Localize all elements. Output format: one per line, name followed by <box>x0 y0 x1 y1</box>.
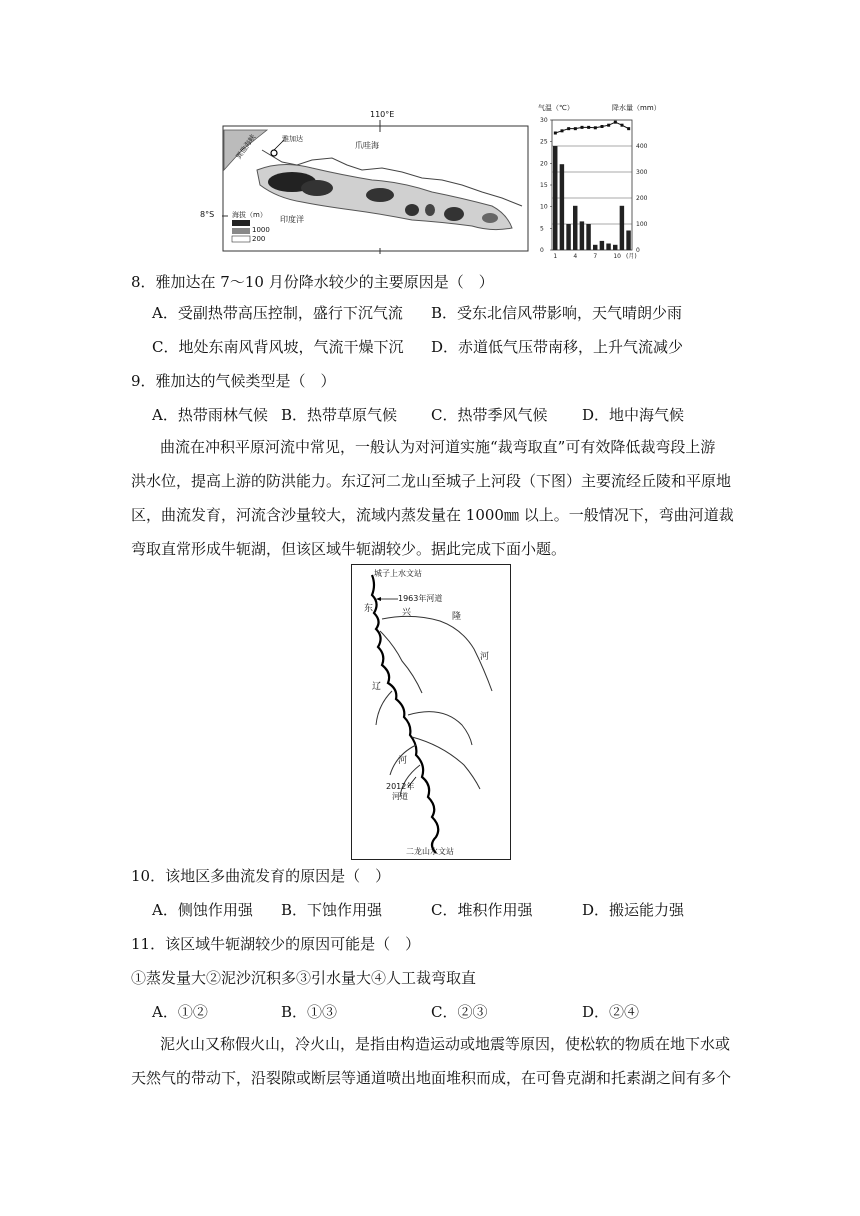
precip-bar <box>593 245 597 250</box>
temp-tick-label: 5 <box>540 225 544 233</box>
legend-swatch-low <box>232 236 250 242</box>
passage2-line-4: 弯取直常形成牛轭湖，但该区域牛轭湖较少。据此完成下面小题。 <box>131 540 567 558</box>
temp-point <box>554 132 557 135</box>
q10-option-a: A．侧蚀作用强 <box>152 901 253 919</box>
q11-options-line: ①蒸发量大②泥沙沉积多③引水量大④人工裁弯取直 <box>131 969 477 987</box>
top-station-label: 城子上水文站 <box>374 569 422 578</box>
q10-option-d: D．搬运能力强 <box>582 901 685 919</box>
precip-tick-label: 200 <box>636 195 648 202</box>
precip-bar <box>626 231 630 251</box>
temp-point <box>601 125 604 128</box>
precip-tick-label: 300 <box>636 169 648 176</box>
precip-axis-title: 降水量（mm） <box>612 104 661 112</box>
q9-option-b: B．热带草原气候 <box>281 406 398 424</box>
sea-label: 爪哇海 <box>355 141 379 150</box>
temp-tick-label: 20 <box>540 160 548 168</box>
passage3-line-1: 泥火山又称假火山，冷火山，是指由构造运动或地震等原因，使松软的物质在地下水或 <box>160 1035 731 1053</box>
q9-option-c: C．热带季风气候 <box>431 406 548 424</box>
month-tick-label: 10 <box>613 253 621 260</box>
tributary-char-long: 隆 <box>452 612 462 622</box>
year1963-label: 1963年河道 <box>398 594 443 603</box>
temp-tick-label: 0 <box>540 247 544 254</box>
month-tick-label: 7 <box>593 253 598 260</box>
ocean-label: 印度洋 <box>280 215 304 224</box>
temp-point <box>561 129 564 132</box>
month-unit-label: (月) <box>626 253 637 260</box>
lat-label: 8°S <box>200 210 215 219</box>
legend-swatch-mid <box>232 228 250 234</box>
q8-stem: 8．雅加达在 7～10 月份降水较少的主要原因是（ ） <box>131 273 494 291</box>
temp-line <box>555 122 628 133</box>
temp-axis-title: 气温（℃） <box>538 104 574 112</box>
temp-point <box>581 126 584 129</box>
q8-option-b: B．受东北信风带影响，天气晴朗少雨 <box>431 304 683 322</box>
precip-bar <box>553 146 557 250</box>
q8-option-a: A．受副热带高压控制，盛行下沉气流 <box>152 304 403 322</box>
legend-200: 200 <box>252 235 266 243</box>
city-label: 雅加达 <box>282 135 303 143</box>
temp-tick-label: 30 <box>540 117 548 124</box>
month-tick-label: 1 <box>553 253 558 260</box>
temp-tick-label: 15 <box>540 182 548 189</box>
legend-swatch-high <box>232 220 250 226</box>
passage3-line-2: 天然气的带动下，沿裂隙或断层等通道喷出地面堆积而成，在可鲁克湖和托素湖之间有多个 <box>131 1069 732 1087</box>
java-map <box>200 110 532 254</box>
q11-option-c: C．②③ <box>431 1003 488 1021</box>
temp-point <box>621 124 624 127</box>
river-char-dong: 东 <box>364 604 374 614</box>
temp-point <box>587 126 590 129</box>
temp-point <box>607 124 610 127</box>
precip-bar <box>606 244 610 251</box>
q10-option-c: C．堆积作用强 <box>431 901 533 919</box>
river-char-he: 河 <box>398 756 408 766</box>
tributary-char-xing: 兴 <box>402 608 412 618</box>
year2012-label-b: 河道 <box>392 792 408 801</box>
precip-bar <box>613 245 617 250</box>
passage2-line-1: 曲流在冲积平原河流中常见，一般认为对河道实施“裁弯取直”可有效降低裁弯段上游 <box>160 438 716 456</box>
q11-option-d: D．②④ <box>582 1003 640 1021</box>
q10-stem: 10．该地区多曲流发育的原因是（ ） <box>131 867 391 885</box>
temp-point <box>574 127 577 130</box>
q11-stem: 11．该区域牛轭湖较少的原因可能是（ ） <box>131 935 421 953</box>
temp-point <box>594 126 597 129</box>
passage2-line-3: 区，曲流发育，河流含沙量较大，流域内蒸发量在 1000㎜ 以上。一般情况下，弯曲河道裁 <box>131 506 734 524</box>
precip-bar <box>573 206 577 250</box>
climate-chart <box>532 100 662 265</box>
q8-option-c: C．地处东南风背风坡，气流干燥下沉 <box>152 338 404 356</box>
passage2-line-2: 洪水位，提高上游的防洪能力。东辽河二龙山至城子上河段（下图）主要流经丘陵和平原地 <box>131 472 732 490</box>
precip-bar <box>566 224 570 250</box>
strait-label: 巽他海峡 <box>234 133 258 161</box>
tributary-char-he: 河 <box>480 652 490 662</box>
month-tick-label: 4 <box>573 253 578 260</box>
q9-option-a: A．热带雨林气候 <box>152 406 268 424</box>
precip-bar <box>620 206 624 250</box>
temp-tick-label: 10 <box>540 203 548 211</box>
q8-option-d: D．赤道低气压带南移，上升气流减少 <box>431 338 684 356</box>
precip-tick-label: 400 <box>636 143 648 150</box>
precip-tick-label: 100 <box>636 221 648 228</box>
temp-point <box>627 127 630 130</box>
legend-title: 海拔（m） <box>232 211 267 219</box>
precip-bar <box>600 241 604 250</box>
lon-label: 110°E <box>370 110 395 119</box>
q11-option-a: A．①② <box>152 1003 208 1021</box>
legend-1000: 1000 <box>252 226 270 234</box>
precip-tick-label: 0 <box>636 247 640 254</box>
precip-bar <box>586 224 590 250</box>
river-map <box>351 564 511 860</box>
q11-option-b: B．①③ <box>281 1003 338 1021</box>
temp-tick-label: 25 <box>540 138 548 146</box>
temp-point <box>567 127 570 130</box>
bottom-station-label: 二龙山水文站 <box>406 847 454 856</box>
q9-option-d: D．地中海气候 <box>582 406 685 424</box>
precip-bar <box>580 221 584 250</box>
q10-option-b: B．下蚀作用强 <box>281 901 383 919</box>
river-char-liao: 辽 <box>372 682 382 692</box>
temp-point <box>614 121 617 124</box>
precip-bar <box>560 164 564 250</box>
year2012-label-a: 2012年 <box>386 782 415 791</box>
q9-stem: 9．雅加达的气候类型是（ ） <box>131 372 336 390</box>
